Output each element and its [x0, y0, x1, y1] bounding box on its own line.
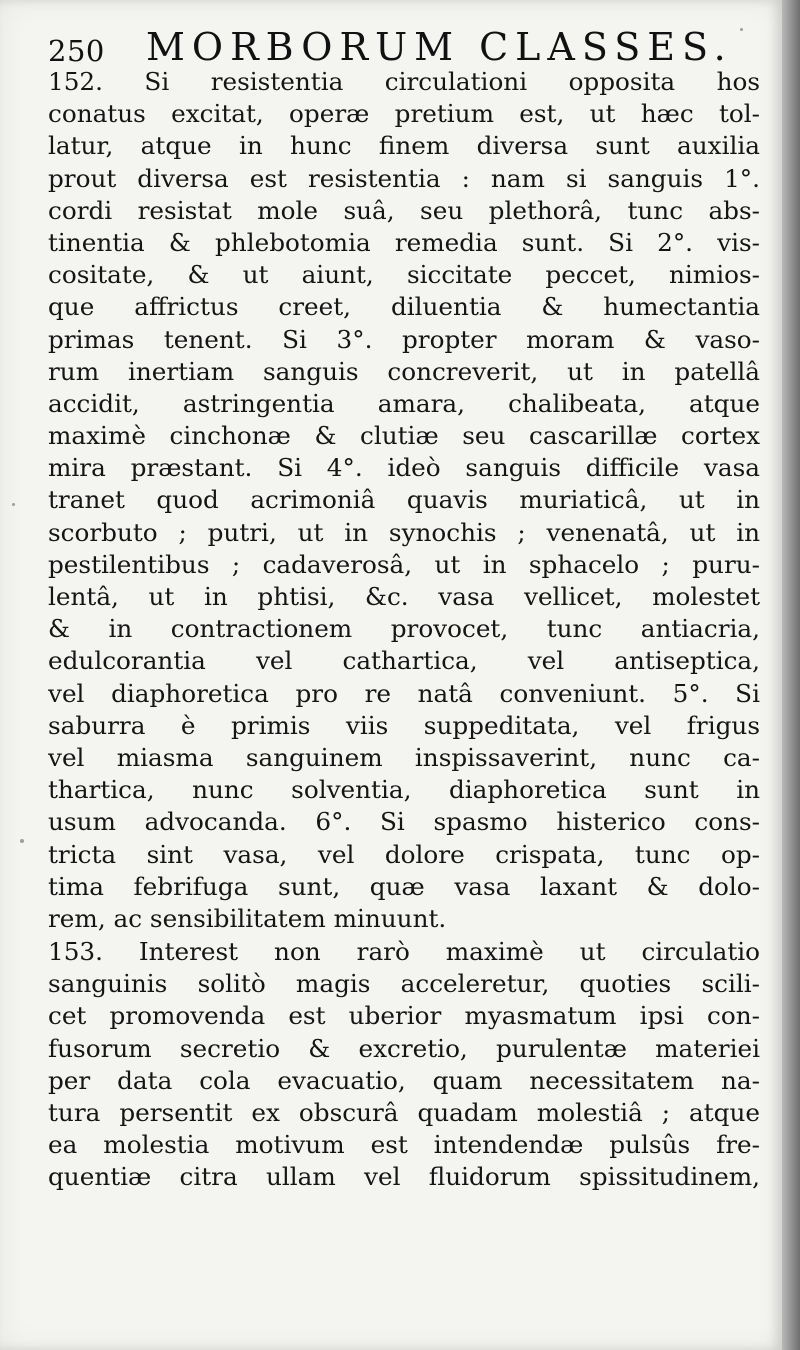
text-line: ea molestia motivum est intendendæ pulsûs fre-	[48, 1130, 760, 1160]
text-line: tima febrifuga sunt, quæ vasa laxant & dolo-	[48, 871, 760, 901]
text-line: accidit, astringentia amara, chalibeata, atque	[48, 388, 760, 418]
text-line: tricta sint vasa, vel dolore crispata, tunc op-	[48, 839, 760, 869]
text-line: latur, atque in hunc finem diversa sunt auxilia	[48, 131, 760, 161]
text-line: thartica, nunc solventia, diaphoretica sunt in	[48, 775, 760, 805]
text-line: mira præstant. Si 4°. ideò sanguis difficile vasa	[48, 453, 760, 483]
text-line: & in contractionem provocet, tunc antiacria,	[48, 614, 760, 644]
text-line: tinentia & phlebotomia remedia sunt. Si 2°. vis-	[48, 227, 760, 257]
text-line: 152. Si resistentia circulationi opposita hos	[48, 67, 760, 96]
text-line: cositate, & ut aiunt, siccitate peccet, nimios-	[48, 260, 760, 290]
text-line: edulcorantia vel cathartica, vel antiseptica,	[48, 646, 760, 676]
text-line: saburra è primis viis suppeditata, vel frigus	[48, 710, 760, 740]
text-line: primas tenent. Si 3°. propter moram & vaso-	[48, 324, 760, 354]
text-line: sanguinis solitò magis acceleretur, quoties scili-	[48, 969, 760, 999]
text-line: cet promovenda est uberior myasmatum ipsi con-	[48, 1001, 760, 1031]
ink-speck	[20, 839, 24, 843]
text-line: prout diversa est resistentia : nam si sanguis 1°.	[48, 163, 760, 193]
text-line: quentiæ citra ullam vel fluidorum spissitudinem,	[48, 1162, 760, 1192]
text-line: per data cola evacuatio, quam necessitatem na-	[48, 1065, 760, 1095]
text-line: usum advocanda. 6°. Si spasmo histerico cons-	[48, 807, 760, 837]
text-line: tura persentit ex obscurâ quadam molestiâ ; atque	[48, 1098, 760, 1127]
text-line: scorbuto ; putri, ut in synochis ; venenatâ, ut in	[48, 517, 760, 547]
running-title: MORBORUM CLASSES.	[146, 25, 733, 69]
text-line: tranet quod acrimoniâ quavis muriaticâ, ut in	[48, 485, 760, 515]
text-line: lentâ, ut in phtisi, &c. vasa vellicet, molestet	[48, 582, 760, 611]
text-line: fusorum secretio & excretio, purulentæ materiei	[48, 1033, 760, 1063]
text-line: vel miasma sanguinem inspissaverint, nunc ca-	[48, 742, 760, 772]
text-line: conatus excitat, operæ pretium est, ut hæc tol-	[48, 99, 760, 129]
text-line: maximè cinchonæ & clutiæ seu cascarillæ cortex	[48, 421, 760, 451]
ink-speck	[12, 503, 15, 506]
text-line: pestilentibus ; cadaverosâ, ut in sphacelo ; puru-	[48, 549, 760, 579]
text-line: que affrictus creet, diluentia & humectantia	[48, 292, 760, 322]
text-line: rem, ac sensibilitatem minuunt.	[48, 903, 447, 933]
page-edge-shadow	[782, 0, 800, 1350]
page-number: 250	[48, 34, 105, 68]
text-line: cordi resistat mole suâ, seu plethorâ, tunc abs-	[48, 195, 760, 225]
ink-speck	[740, 28, 743, 31]
body-text	[48, 66, 760, 1194]
text-line: vel diaphoretica pro re natâ conveniunt. 5°. Si	[48, 678, 760, 708]
text-line: 153. Interest non rarò maximè ut circulatio	[48, 937, 760, 967]
text-line: rum inertiam sanguis concreverit, ut in patellâ	[48, 356, 760, 386]
